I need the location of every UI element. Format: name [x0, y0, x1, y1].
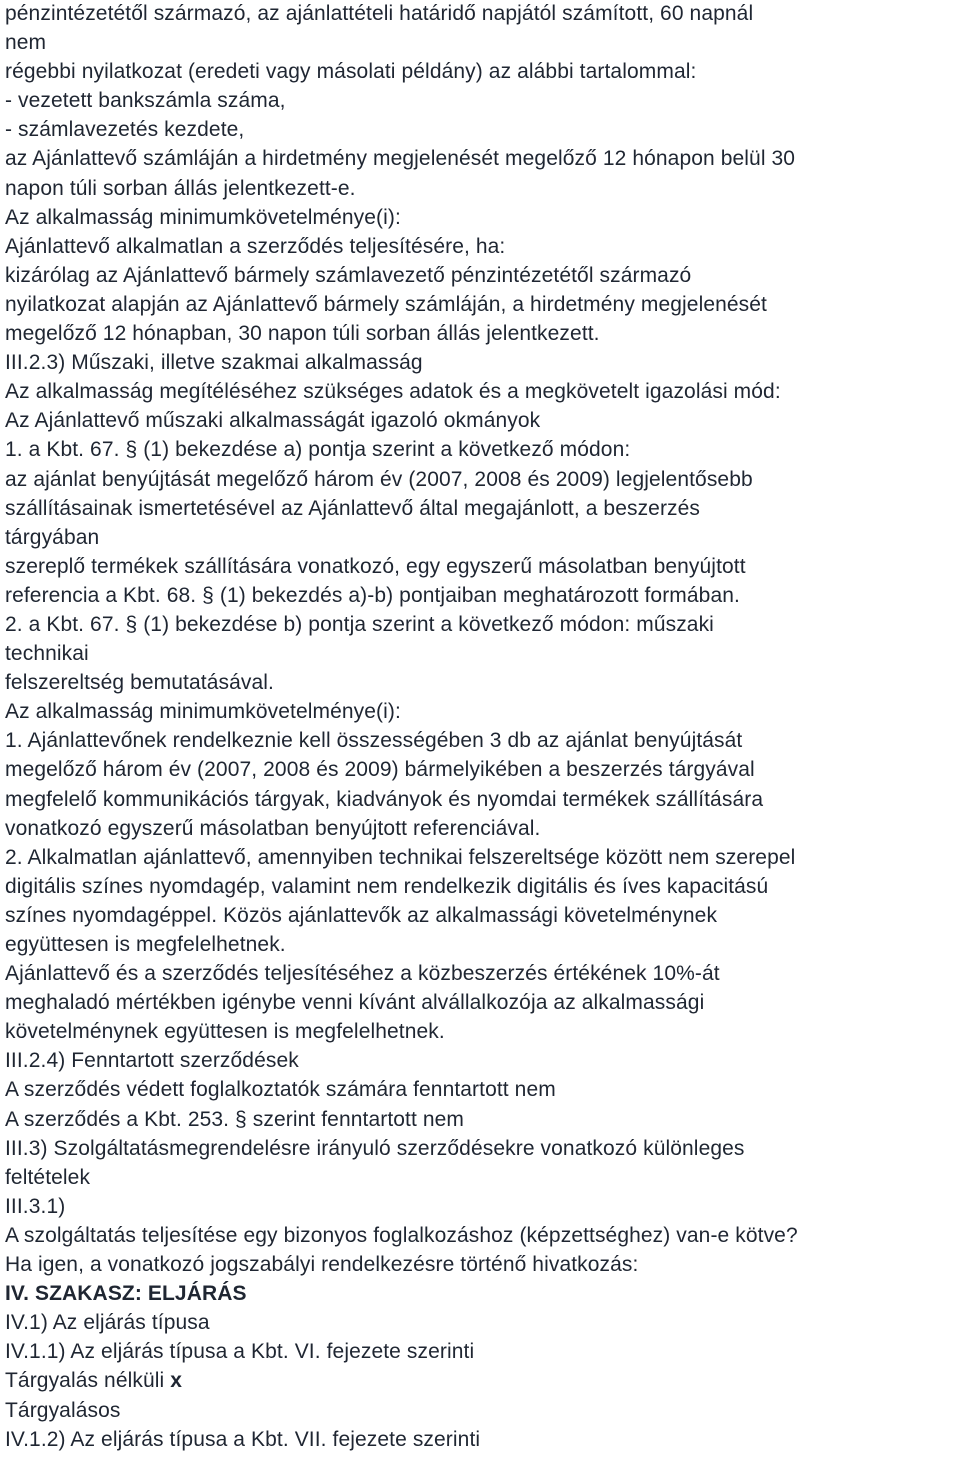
text-line: A szerződés védett foglalkoztatók számára fenntartott nem — [5, 1078, 556, 1102]
text-line: együttesen is megfelelhetnek. — [5, 933, 286, 956]
text-line: megelőző 12 hónapban, 30 napon túli sorban állás jelentkezett. — [5, 322, 600, 346]
text-line: megelőző három év (2007, 2008 és 2009) bármelyikében a beszerzés tárgyával — [5, 758, 755, 782]
section-heading: IV.1.2) Az eljárás típusa a Kbt. VII. fejezete szerinti — [5, 1427, 481, 1451]
text-line: referencia a Kbt. 68. § (1) bekezdés a)-b) pontjaiban meghatározott formában. — [5, 583, 740, 607]
text-line: feltételek — [5, 1165, 91, 1189]
text-line: 2. a Kbt. 67. § (1) bekezdése b) pontja szerint a következő módon: műszaki — [5, 612, 714, 636]
text-line: nyilatkozat alapján az Ajánlattevő bármely számláján, a hirdetmény megjelenését — [5, 292, 767, 316]
text-line: Ajánlattevő és a szerződés teljesítéséhez a közbeszerzés értékének 10%-át — [5, 962, 720, 986]
text-line: nem — [5, 31, 47, 55]
section-heading: III.3) Szolgáltatásmegrendelésre irányuló szerződésekre vonatkozó különleges — [5, 1136, 745, 1160]
text-line: megfelelő kommunikációs tárgyak, kiadványok és nyomdai termékek szállítására — [5, 787, 764, 811]
procedure-option-without-negotiation — [5, 1366, 955, 1395]
text-line: - számlavezetés kezdete, — [5, 118, 245, 142]
text-line: meghaladó mértékben igénybe venni kívánt alvállalkozója az alkalmassági — [5, 991, 705, 1015]
selection-mark: x — [170, 1369, 182, 1393]
section-heading: IV.1) Az eljárás típusa — [5, 1311, 210, 1335]
text-line: színes nyomdagéppel. Közös ajánlattevők az alkalmassági követelménynek — [5, 903, 718, 927]
text-line: 1. a Kbt. 67. § (1) bekezdése a) pontja szerint a következő módon: — [5, 438, 631, 462]
text-line: az Ajánlattevő számláján a hirdetmény megjelenését megelőző 12 hónapon belül 30 — [5, 147, 796, 171]
text-line: A szolgáltatás teljesítése egy bizonyos foglalkozáshoz (képzettséghez) van-e kötve? — [5, 1223, 798, 1247]
text-line: az ajánlat benyújtását megelőző három év (2007, 2008 és 2009) legjelentősebb — [5, 467, 753, 491]
text-line: 1. Ajánlattevőnek rendelkeznie kell összességében 3 db az ajánlat benyújtását — [5, 729, 743, 753]
text-line: napon túli sorban állás jelentkezett-e. — [5, 176, 356, 200]
text-line: felszereltség bemutatásával. — [5, 671, 274, 695]
text-line: Ajánlattevő alkalmatlan a szerződés teljesítésére, ha: — [5, 234, 506, 258]
text-line: Az alkalmasság minimumkövetelménye(i): — [5, 205, 401, 229]
section-heading: III.3.1) — [5, 1194, 66, 1218]
option-label: Tárgyalás nélküli — [5, 1369, 165, 1393]
text-line: technikai — [5, 642, 89, 666]
text-line: - vezetett bankszámla száma, — [5, 89, 286, 113]
text-line: régebbi nyilatkozat (eredeti vagy másolati példány) az alábbi tartalommal: — [5, 60, 697, 84]
procedure-option-negotiated: Tárgyalásos — [5, 1398, 121, 1422]
text-line: Ha igen, a vonatkozó jogszabályi rendelkezésre történő hivatkozás: — [5, 1253, 639, 1277]
text-line: kizárólag az Ajánlattevő bármely számlavezető pénzintézetétől származó — [5, 263, 692, 287]
text-line: pénzintézetétől származó, az ajánlattételi határidő napjától számított, 60 napnál — [5, 2, 754, 25]
text-line: A szerződés a Kbt. 253. § szerint fenntartott nem — [5, 1107, 464, 1131]
part-heading: IV. SZAKASZ: ELJÁRÁS — [5, 1282, 247, 1306]
text-line: Az alkalmasság megítéléséhez szükséges adatok és a megkövetelt igazolási mód: — [5, 380, 781, 404]
text-line: követelménynek együttesen is megfelelhetnek. — [5, 1020, 445, 1044]
text-line: 2. Alkalmatlan ajánlattevő, amennyiben technikai felszereltsége között nem szerepel — [5, 845, 796, 869]
text-line: Az Ajánlattevő műszaki alkalmasságát igazoló okmányok — [5, 409, 541, 433]
text-line: szereplő termékek szállítására vonatkozó, egy egyszerű másolatban benyújtott — [5, 554, 746, 578]
text-line: szállításainak ismertetésével az Ajánlattevő által megajánlott, a beszerzés — [5, 496, 701, 520]
text-line: Az alkalmasság minimumkövetelménye(i): — [5, 700, 401, 724]
section-heading: III.2.3) Műszaki, illetve szakmai alkalmasság — [5, 351, 423, 375]
section-heading: III.2.4) Fenntartott szerződések — [5, 1049, 299, 1073]
text-line: vonatkozó egyszerű másolatban benyújtott referenciával. — [5, 816, 541, 840]
section-heading: IV.1.1) Az eljárás típusa a Kbt. VI. fejezete szerinti — [5, 1340, 475, 1364]
document-body — [5, 0, 955, 1454]
text-line: tárgyában — [5, 525, 100, 549]
text-line: digitális színes nyomdagép, valamint nem rendelkezik digitális és íves kapacitású — [5, 874, 769, 898]
